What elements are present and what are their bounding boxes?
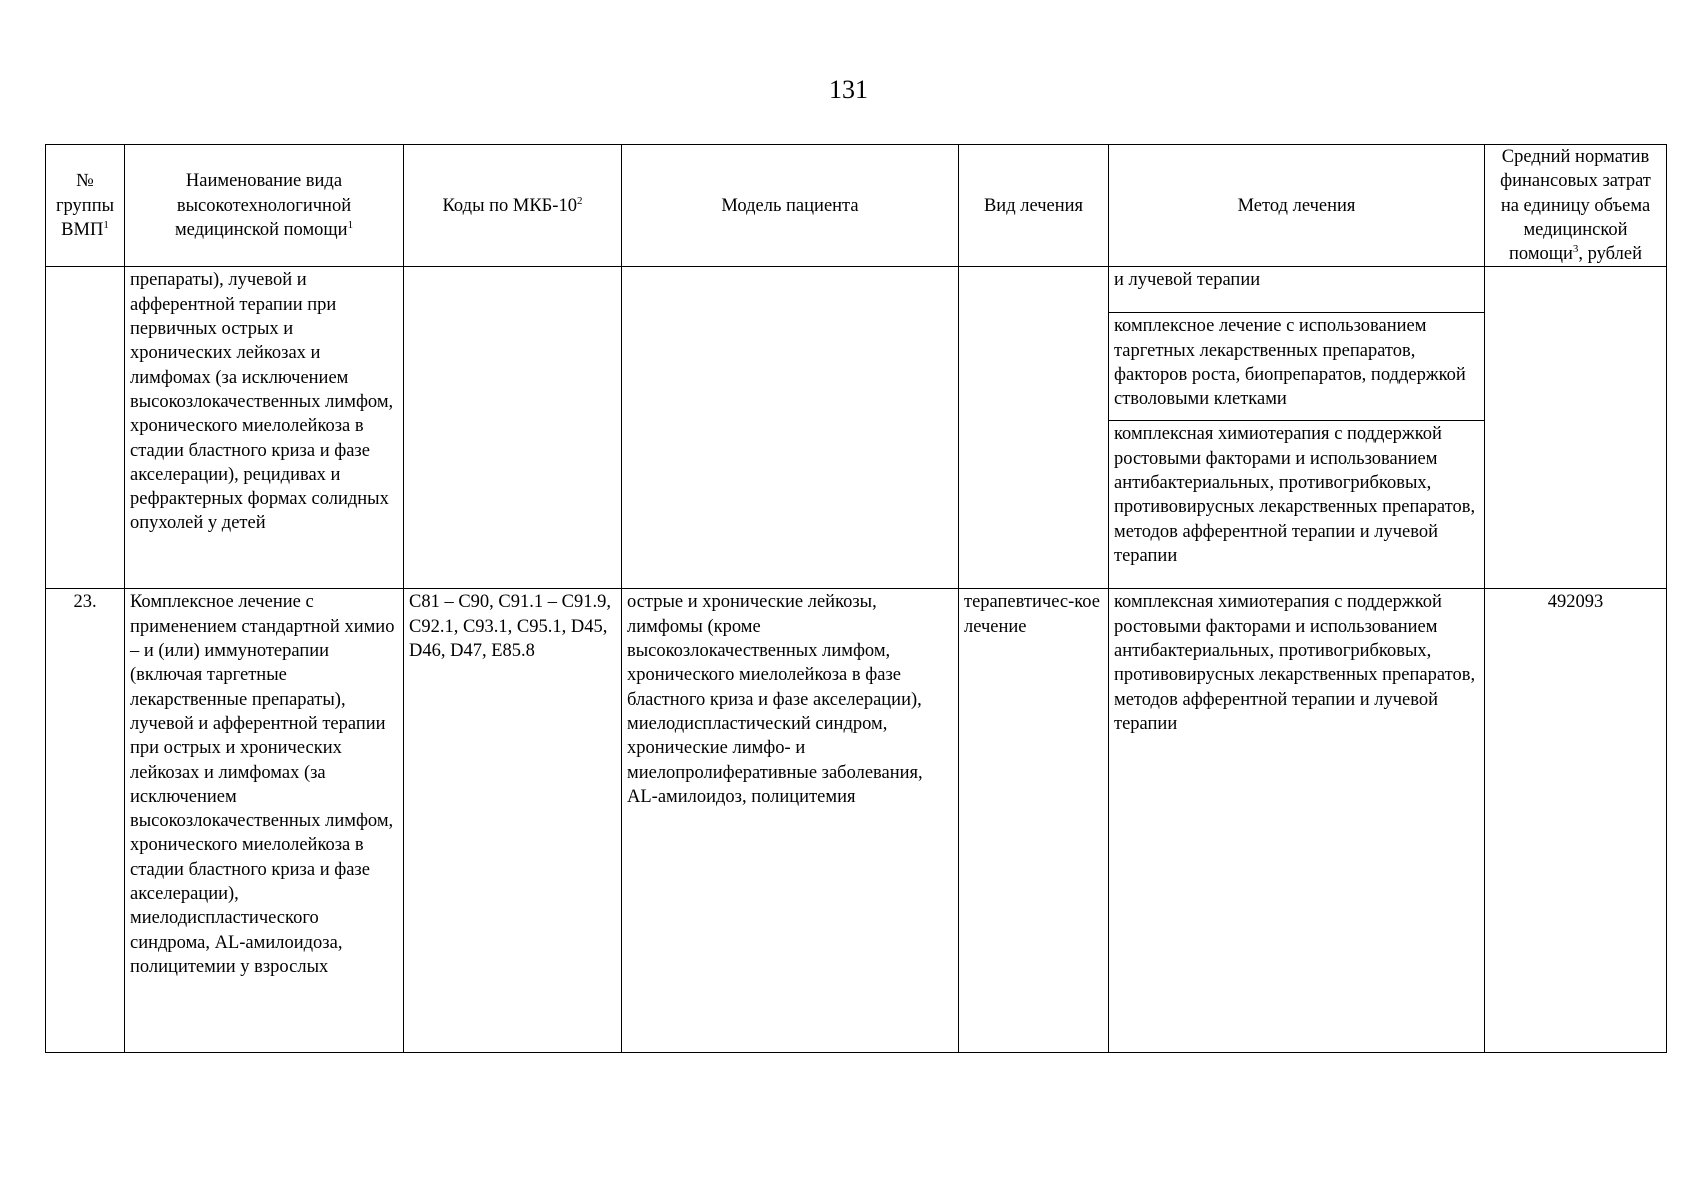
cell-vmp-name: препараты), лучевой и афферентной терапии при первичных острых и хронических лейкозах и лимфомах (за исключением высокозлокачественных лимфом, хронического миелолейкоза в стадии бластного криза и фазе акселерации), рецидивах и рефрактерных формах солидных опухолей у детей xyxy=(125,267,404,589)
cell-icd-codes: C81 – C90, C91.1 – C91.9, C92.1, C93.1, C95.1, D45, D46, D47, E85.8 xyxy=(404,589,622,1053)
cell-group-no: 23. xyxy=(46,589,125,1053)
header-cost: Средний норматив финансовых затрат на единицу объема медицинской помощи$^3$, рублей xyxy=(1485,145,1667,267)
header-icd-codes: Коды по МКБ-$10^2$ xyxy=(404,145,622,267)
header-patient-model: Модель пациента xyxy=(622,145,959,267)
cell-treatment-method: комплексное лечение с использованием таргетных лекарственных препаратов, факторов роста, биопрепаратов, поддержкой стволовыми клетками xyxy=(1109,313,1485,421)
header-vmp-name: Наименование вида высокотехнологичной медицинской помощи$^1$ xyxy=(125,145,404,267)
cell-icd-codes xyxy=(404,267,622,589)
cell-group-no xyxy=(46,267,125,589)
table-header-row xyxy=(46,145,1667,267)
table-row xyxy=(46,589,1667,1053)
cell-patient-model xyxy=(622,267,959,589)
cell-patient-model: острые и хронические лейкозы, лимфомы (кроме высокозлокачественных лимфом, хронического миелолейкоза в фазе бластного криза и фазе акселерации), миелодиспластический синдром, хронические лимфо- и миелопролиферативные заболевания, AL-амилоидоз, полицитемия xyxy=(622,589,959,1053)
cell-treatment-method: комплексная химиотерапия с поддержкой ростовыми факторами и использованием антибактериальных, противогрибковых, противовирусных лекарственных препаратов, методов афферентной терапии и лучевой терапии xyxy=(1109,421,1485,589)
vmp-table xyxy=(45,144,1667,1053)
table-row xyxy=(46,267,1667,313)
cell-cost xyxy=(1485,267,1667,589)
cell-cost: 492093 xyxy=(1485,589,1667,1053)
page-number: 131 xyxy=(829,75,868,104)
cell-vmp-name: Комплексное лечение с применением стандартной химио – и (или) иммунотерапии (включая таргетные лекарственные препараты), лучевой и афферентной терапии при острых и хронических лейкозах и лимфомах (за исключением высокозлокачественных лимфом, хронического миелолейкоза в стадии бластного криза и фазе акселерации), миелодиспластического синдрома, AL-амилоидоза, полицитемии у взрослых xyxy=(125,589,404,1053)
cell-treatment-method: комплексная химиотерапия с поддержкой ростовыми факторами и использованием антибактериальных, противогрибковых, противовирусных лекарственных препаратов, методов афферентной терапии и лучевой терапии xyxy=(1109,589,1485,1053)
header-group-no: № группы ВМП$^1$ xyxy=(46,145,125,267)
header-treatment-type: Вид лечения xyxy=(959,145,1109,267)
cell-treatment-type: терапевтичес-кое лечение xyxy=(959,589,1109,1053)
cell-treatment-method: и лучевой терапии xyxy=(1109,267,1485,313)
cell-treatment-type xyxy=(959,267,1109,589)
header-treatment-method: Метод лечения xyxy=(1109,145,1485,267)
